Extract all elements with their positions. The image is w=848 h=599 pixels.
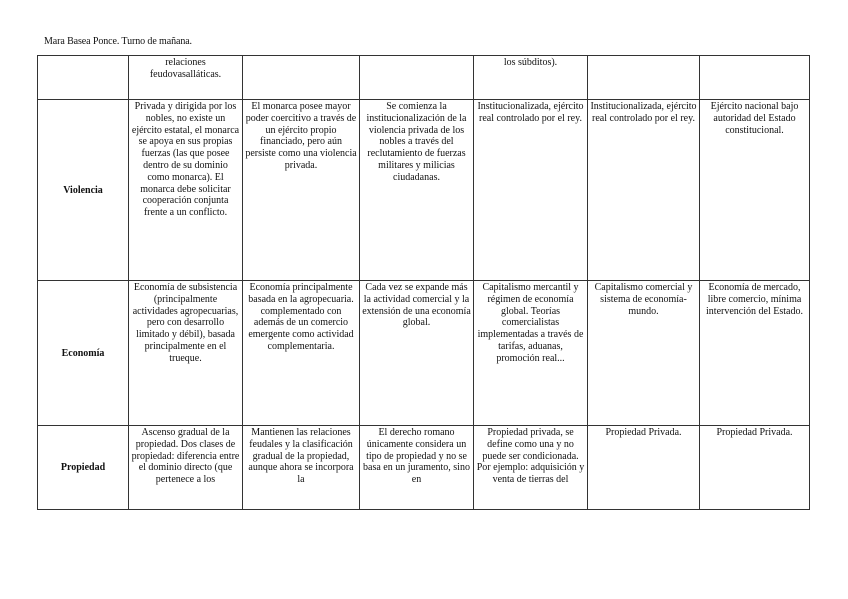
table-cell: Institucionalizada, ejército real controlado por el rey.	[474, 100, 588, 281]
table-cell: Propiedad Privada.	[588, 426, 700, 510]
table-cell	[700, 56, 810, 100]
table-cell: Mantienen las relaciones feudales y la clasificación gradual de la propiedad, aunque ahora se incorpora la	[243, 426, 360, 510]
table-cell: El derecho romano únicamente considera un tipo de propiedad y no se basa en un juramento, sino en	[360, 426, 474, 510]
table-row	[38, 426, 810, 510]
comparison-table	[37, 55, 810, 510]
table-cell: Economía de subsistencia (principalmente actividades agropecuarias, pero con desarrollo limitado y débil), basada principalmente en el trueque.	[129, 281, 243, 426]
row-label: Propiedad	[38, 426, 129, 510]
table-cell: Capitalismo comercial y sistema de economía-mundo.	[588, 281, 700, 426]
document-header: Mara Basea Ponce. Turno de mañana.	[44, 36, 192, 47]
table-cell: Economía principalmente basada en la agropecuaria. complementado con además de un comercio emergente como actividad complementaria.	[243, 281, 360, 426]
table-cell: Institucionalizada, ejército real controlado por el rey.	[588, 100, 700, 281]
table-cell: Cada vez se expande más la actividad comercial y la extensión de una economía global.	[360, 281, 474, 426]
row-label: Violencia	[38, 100, 129, 281]
table-cell: Se comienza la institucionalización de la violencia privada de los nobles a través del reclutamiento de fuerzas militares y milicias ciudadanas.	[360, 100, 474, 281]
table-cell: El monarca posee mayor poder coercitivo a través de un ejército propio financiado, pero aún persiste como una violencia privada.	[243, 100, 360, 281]
table-row	[38, 100, 810, 281]
table-cell: Propiedad privada, se define como una y no puede ser condicionada. Por ejemplo: adquisición y venta de tierras del	[474, 426, 588, 510]
row-label: Economía	[38, 281, 129, 426]
table-row	[38, 281, 810, 426]
table-cell: Economía de mercado, libre comercio, mínima intervención del Estado.	[700, 281, 810, 426]
table-cell	[360, 56, 474, 100]
table-cell: Propiedad Privada.	[700, 426, 810, 510]
table-cell: Capitalismo mercantil y régimen de economía global. Teorías comercialistas implementadas a través de tarifas, aduanas, promoción real...	[474, 281, 588, 426]
table-cell: Ascenso gradual de la propiedad. Dos clases de propiedad: diferencia entre el dominio directo (que pertenece a los	[129, 426, 243, 510]
table-cell	[243, 56, 360, 100]
table-cell: los súbditos).	[474, 56, 588, 100]
row-label	[38, 56, 129, 100]
table-cell: Privada y dirigida por los nobles, no existe un ejército estatal, el monarca se apoya en sus propias fuerzas (las que posee dentro de su dominio como monarca). El monarca debe solicitar cooperación conjunta frente a un conflicto.	[129, 100, 243, 281]
table-cell	[588, 56, 700, 100]
table-cell: Ejército nacional bajo autoridad del Estado constitucional.	[700, 100, 810, 281]
table-row	[38, 56, 810, 100]
table-cell: relaciones feudovasalláticas.	[129, 56, 243, 100]
